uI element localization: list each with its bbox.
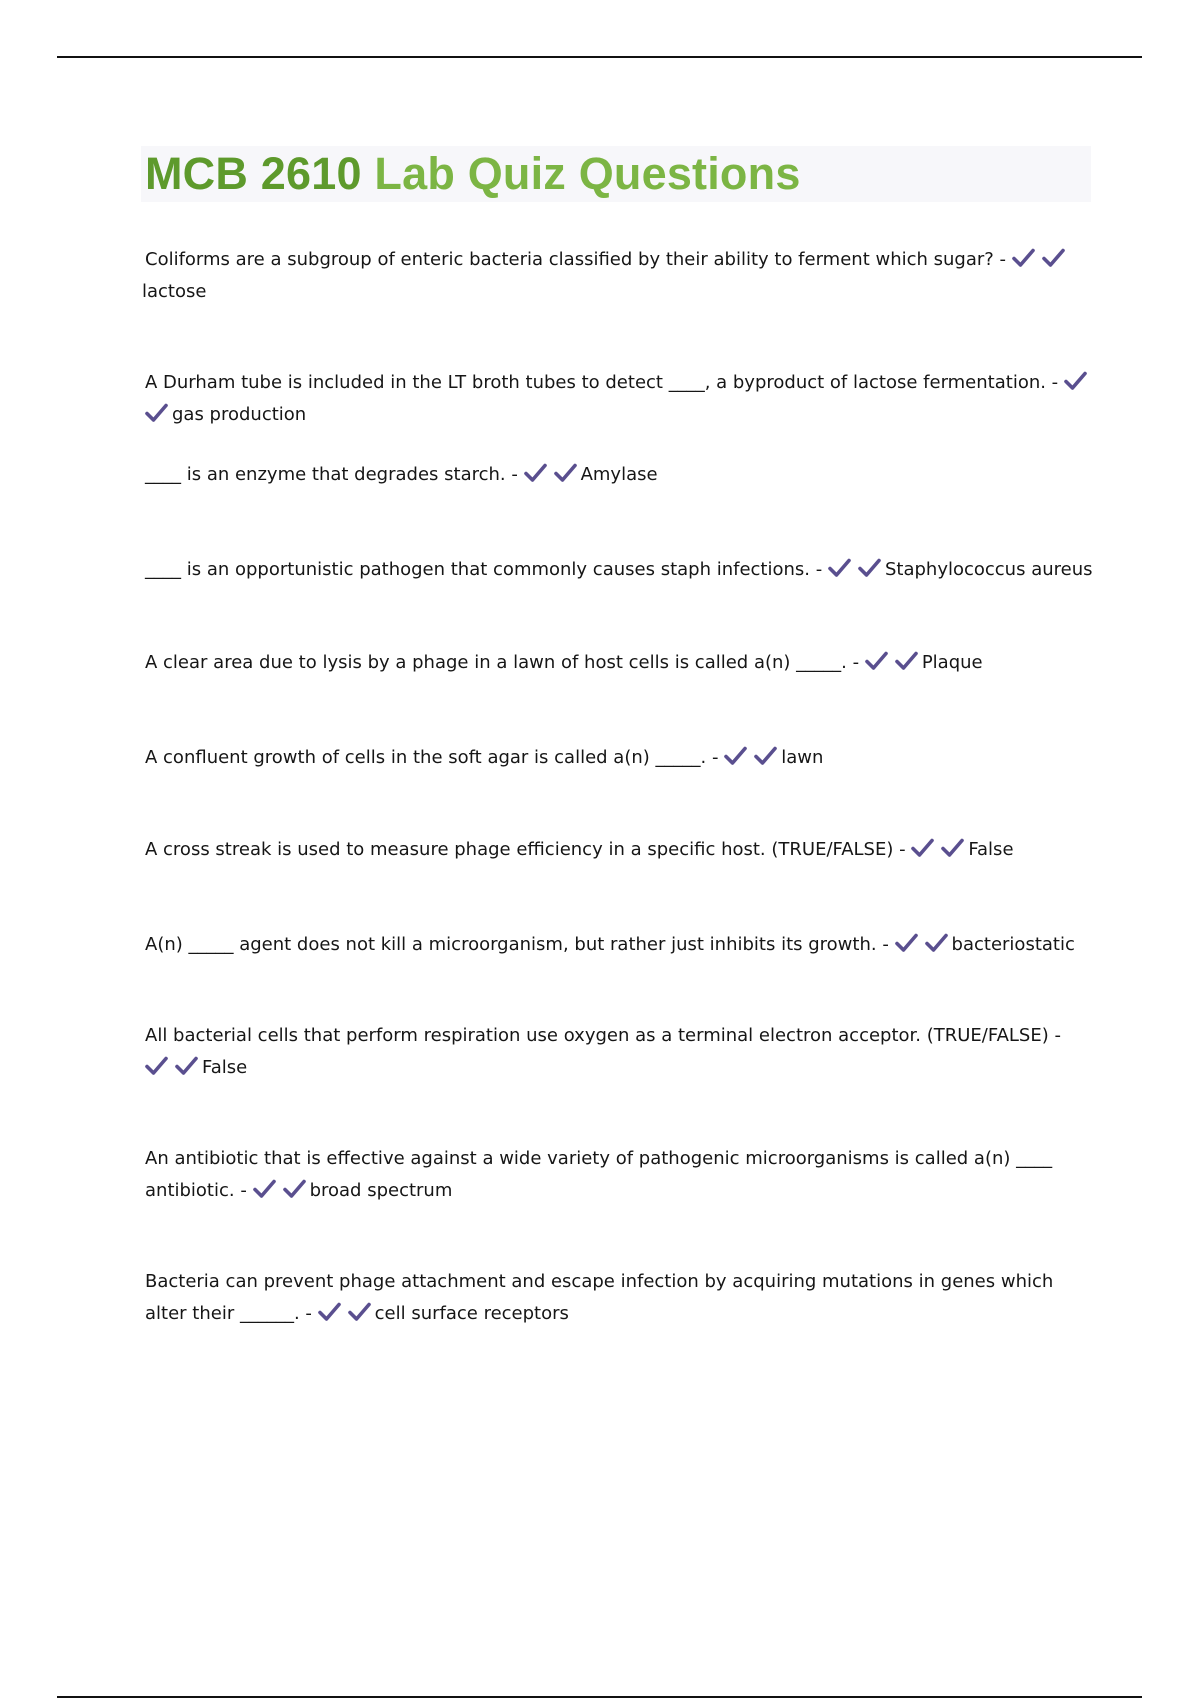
question-text: A cross streak is used to measure phage efficiency in a specific host. (TRUE/FALSE) - [145,839,906,860]
checkmark-icon [348,1302,371,1322]
checkmark-icon [865,651,888,671]
answer-text: Staphylococcus aureus [884,559,1093,580]
answer-text: Amylase [580,464,658,485]
qa-item [145,834,1095,866]
checkmark-icon [1012,248,1035,268]
answer-text: bacteriostatic [951,934,1075,955]
answer-text: lawn [781,747,824,768]
qa-item [145,742,1095,774]
answer-text: False [968,839,1014,860]
question-text: Bacteria can prevent phage attachment and escape infection by acquiring mutations in genes which alter their ______. - [145,1271,1054,1324]
title-banner [141,146,1091,202]
checkmark-icon [895,651,918,671]
checkmark-icon [318,1302,341,1322]
checkmark-icon [1042,248,1065,268]
answer-text: gas production [172,404,307,425]
qa-item [145,367,1095,431]
page-title [145,150,801,198]
qa-item [145,1143,1095,1207]
checkmark-icon [895,933,918,953]
question-text: A Durham tube is included in the LT broth tubes to detect ____, a byproduct of lactose fermentation. - [145,372,1059,393]
answer-text: broad spectrum [309,1180,453,1201]
question-text: A clear area due to lysis by a phage in a lawn of host cells is called a(n) _____. - [145,652,860,673]
checkmark-icon [175,1056,198,1076]
checkmark-icon [524,463,547,483]
answer-text: lactose [142,281,207,302]
qa-item [142,244,1095,308]
checkmark-icon [941,838,964,858]
top-rule [57,56,1142,58]
qa-item [145,1020,1095,1084]
title-text: Lab Quiz Questions [361,148,801,199]
answer-text: False [202,1057,248,1078]
checkmark-icon [754,746,777,766]
question-text: Coliforms are a subgroup of enteric bacteria classified by their ability to ferment which sugar? - [145,249,1007,270]
question-text: A(n) _____ agent does not kill a microorganism, but rather just inhibits its growth. - [145,934,889,955]
qa-item [145,554,1095,586]
qa-item [145,1266,1095,1330]
checkmark-icon [145,1056,168,1076]
checkmark-icon [911,838,934,858]
checkmark-icon [724,746,747,766]
qa-item [145,647,1095,679]
question-text: ____ is an enzyme that degrades starch. - [145,464,518,485]
answer-text: cell surface receptors [374,1303,569,1324]
checkmark-icon [283,1179,306,1199]
checkmark-icon [253,1179,276,1199]
qa-item [145,459,1095,491]
checkmark-icon [145,403,168,423]
checkmark-icon [554,463,577,483]
question-text: An antibiotic that is effective against a wide variety of pathogenic microorganisms is called a(n) ____ antibiotic. - [145,1148,1053,1201]
checkmark-icon [858,558,881,578]
question-text: A confluent growth of cells in the soft agar is called a(n) _____. - [145,747,719,768]
checkmark-icon [828,558,851,578]
question-text: All bacterial cells that perform respiration use oxygen as a terminal electron acceptor. (TRUE/FALSE) - [145,1025,1061,1046]
checkmark-icon [925,933,948,953]
question-text: ____ is an opportunistic pathogen that commonly causes staph infections. - [145,559,823,580]
title-course-code: MCB 2610 [145,148,362,199]
bottom-rule [57,1696,1142,1698]
checkmark-icon [1064,371,1087,391]
answer-text: Plaque [921,652,983,673]
qa-item [145,929,1095,961]
